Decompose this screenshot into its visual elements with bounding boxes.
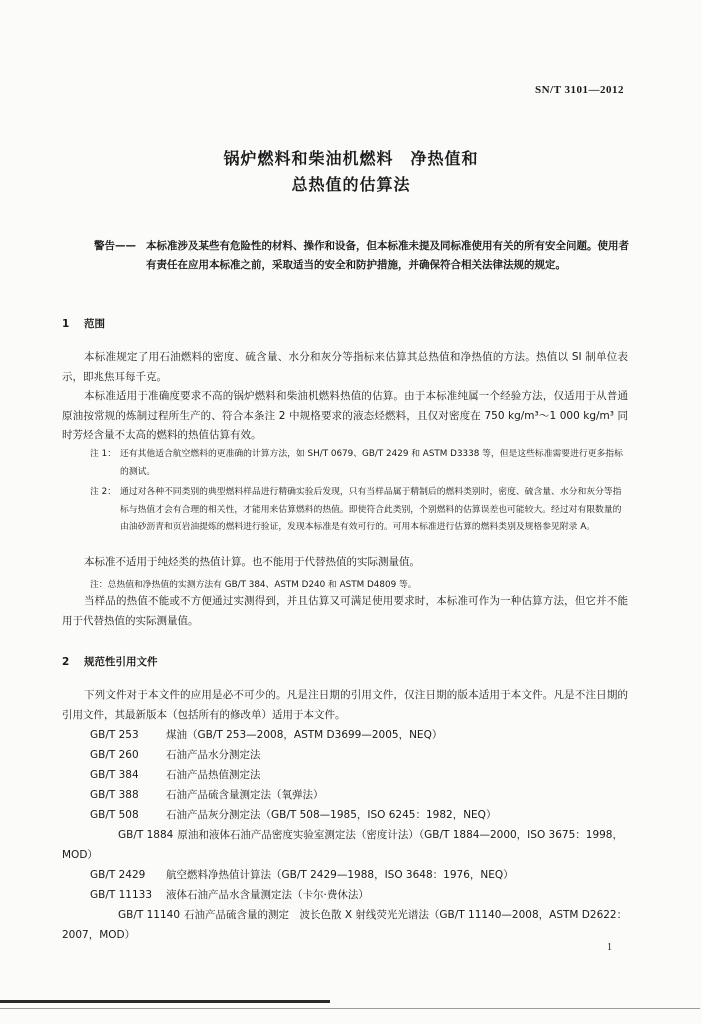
document-title-line2: 总热值的估算法 — [291, 175, 411, 194]
section2-number: 2 — [62, 656, 70, 668]
page-number: 1 — [607, 942, 612, 953]
section1-paragraph1: 本标准规定了用石油燃料的密度、硫含量、水分和灰分等指标来估算其总热值和净热值的方法。热值以 SI 制单位表示，即兆焦耳每千克。 — [62, 351, 628, 383]
reference-code: GB/T 253 — [90, 729, 139, 741]
reference-title: 煤油（GB/T 253—2008，ASTM D3699—2005，NEQ） — [166, 729, 443, 741]
reference-title: 石油产品硫含量测定法（氧弹法） — [166, 789, 324, 801]
reference-item — [90, 886, 628, 906]
section2-title: 规范性引用文件 — [84, 656, 158, 668]
scan-edge-line — [0, 1008, 700, 1009]
scan-edge-bar — [0, 1000, 330, 1003]
reference-title: 石油产品硫含量的测定 波长色散 X 射线荧光光谱法（GB/T 11140—2008，ASTM D2622：2007，MOD） — [62, 909, 628, 941]
reference-title: 航空燃料净热值计算法（GB/T 2429—1988，ISO 3648：1976，NEQ） — [166, 869, 514, 881]
note2 — [90, 484, 628, 537]
reference-item — [62, 906, 628, 945]
note1-text: 还有其他适合航空燃料的更准确的计算方法，如 SH/T 0679、GB/T 2429 和 ASTM D3338 等，但是这些标准需要进行更多指标的测试。 — [120, 449, 623, 477]
reference-title: 石油产品水分测定法 — [166, 749, 261, 761]
reference-title: 原油和液体石油产品密度实验室测定法（密度计法）（GB/T 1884—2000，ISO 3675：1998，MOD） — [62, 829, 623, 861]
reference-item — [90, 726, 628, 746]
section1-paragraph3: 本标准不适用于纯烃类的热值计算。也不能用于代替热值的实际测量值。 — [84, 556, 420, 568]
reference-code: GB/T 2429 — [90, 869, 146, 881]
reference-item — [62, 826, 628, 865]
warning-block — [94, 237, 634, 275]
reference-item — [90, 786, 628, 806]
section2-intro: 下列文件对于本文件的应用是必不可少的。凡是注日期的引用文件，仅注日期的版本适用于本文件。凡是不注日期的引用文件，其最新版本（包括所有的修改单）适用于本文件。 — [62, 689, 628, 721]
section2-heading — [62, 654, 158, 669]
section1-number: 1 — [62, 318, 70, 330]
warning-text: 本标准涉及某些有危险性的材料、操作和设备，但本标准未提及同标准使用有关的所有安全问题。使用者有责任在应用本标准之前，采取适当的安全和防护措施，并确保符合相关法律法规的规定。 — [146, 240, 629, 271]
document-title-line1: 锅炉燃料和柴油机燃料 净热值和 — [223, 149, 479, 168]
reference-title: 石油产品灰分测定法（GB/T 508—1985，ISO 6245：1982，NEQ） — [166, 809, 497, 821]
reference-item — [90, 746, 628, 766]
reference-code: GB/T 388 — [90, 789, 139, 801]
section1-paragraph2: 本标准适用于准确度要求不高的锅炉燃料和柴油机燃料热值的估算。由于本标准纯属一个经验方法，仅适用于从普通原油按常规的炼制过程所生产的、符合本条注 2 中规格要求的液态烃燃料，且仅对密度在 750 kg/m³～1 000 kg/m³ 同时芳烃含量不太高的燃料的热值估算有效。 — [62, 390, 628, 441]
section1-title: 范围 — [84, 318, 105, 330]
reference-item — [90, 806, 628, 826]
reference-code: GB/T 260 — [90, 749, 139, 761]
reference-title: 液体石油产品水含量测定法（卡尔·费休法） — [166, 889, 369, 901]
reference-code: GB/T 508 — [90, 809, 139, 821]
reference-code: GB/T 11133 — [90, 889, 153, 901]
note1 — [90, 446, 628, 481]
reference-code: GB/T 1884 — [118, 829, 174, 841]
reference-code: GB/T 384 — [90, 769, 139, 781]
note2-text: 通过对各种不同类别的典型燃料样品进行精确实验后发现，只有当样品属于精制后的燃料类别时，密度、硫含量、水分和灰分等指标与热值才会有合理的相关性，才能用来估算燃料的热值。即使符合此类别，个别燃料的估算误差也可能较大。经过对有限数量的由油砂沥青和页岩油提炼的燃料进行验证，发现本标准是有效可行的。可用本标准进行估算的燃料类别及规格参见附录 A。 — [120, 487, 622, 532]
note2-tag: 注 2： — [90, 487, 116, 497]
reference-item — [90, 866, 628, 886]
reference-item — [90, 766, 628, 786]
note3: 注：总热值和净热值的实测方法有 GB/T 384、ASTM D240 和 ASTM D4809 等。 — [90, 580, 417, 590]
reference-code: GB/T 11140 — [118, 909, 181, 921]
reference-title: 石油产品热值测定法 — [166, 769, 261, 781]
standard-code: SN/T 3101—2012 — [534, 84, 624, 96]
section1-paragraph4: 当样品的热值不能或不方便通过实测得到，并且估算又可满足使用要求时，本标准可作为一种估算方法，但它并不能用于代替热值的实际测量值。 — [62, 595, 628, 627]
warning-lead: 警告—— — [94, 240, 136, 252]
section1-heading — [62, 316, 105, 331]
note1-tag: 注 1： — [90, 449, 116, 459]
